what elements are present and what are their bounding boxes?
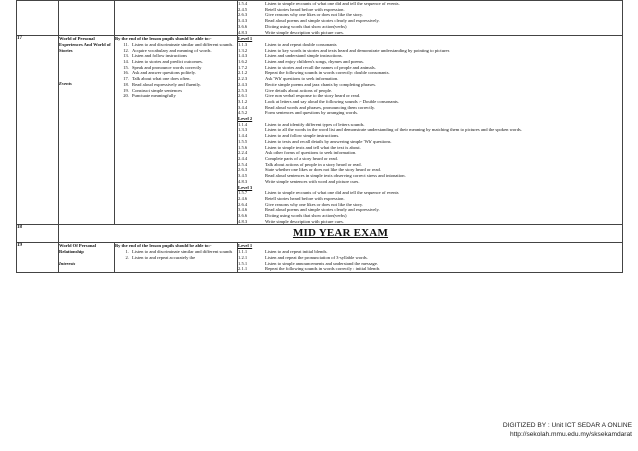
skill-code: 2.4.4 <box>238 155 248 161</box>
skills-cell-continuation <box>238 1 623 36</box>
skill-text: Listen to all the words in the word list and demonstrate understanding of their meaning by matching them to pictures and the spoken words. <box>265 127 522 133</box>
theme-title: World Of Personal Relationship <box>59 243 97 255</box>
outcome-number: 17. <box>123 76 129 82</box>
outcome-number: 2. <box>125 254 129 260</box>
outcome-number: 14. <box>123 59 129 65</box>
skill-code: 2.2.4 <box>238 150 248 156</box>
skill-text: Form sentences and questions by arranging words. <box>265 110 359 116</box>
skill-code: 1.5.7 <box>238 190 248 196</box>
outcome-text: Ask and answer questions politely. <box>132 70 196 76</box>
skill-code: 1.5.4 <box>238 1 248 6</box>
skill-code: 3.4.3 <box>238 18 248 24</box>
skill-text: Listen to simple recounts of what one did and tell the sequence of events <box>265 190 399 196</box>
outcome-text: Listen to stories and predict outcomes. <box>132 59 203 65</box>
footer-url: http://sekolah.mmu.edu.my/sksekamdarat <box>509 431 632 438</box>
outcomes-intro: By the end of the lesson pupils should be able to:- <box>115 243 212 249</box>
skill-code: 2.6.3 <box>238 12 248 18</box>
level-heading: Level 1 <box>238 243 253 249</box>
scheme-of-work-table <box>16 0 623 273</box>
skill-code: 4.8.3 <box>238 178 248 184</box>
skill-code: 2.1.1 <box>238 266 248 272</box>
skill-text: Recite simple poems and jazz chants by completing phrases. <box>265 81 377 87</box>
outcome-number: 11. <box>123 41 129 47</box>
skill-text: Listen to texts and recall details by answering simple 'Wh' questions. <box>265 138 392 144</box>
outcomes-list <box>115 249 237 260</box>
table-row-continuation <box>17 1 623 36</box>
skill-text: Listen to simple announcements and understand the message. <box>265 260 379 266</box>
skill-row <box>238 219 622 225</box>
skill-code: 2.2.3 <box>238 76 248 82</box>
skill-code: 4.8.3 <box>238 29 248 35</box>
outcome-number: 1. <box>125 249 129 255</box>
skill-code: 3.4.6 <box>238 207 248 213</box>
skill-row <box>238 266 622 272</box>
outcome-text: Listen and follow instructions <box>132 53 187 59</box>
theme-cell <box>59 243 115 273</box>
outcome-text: Listen to and discriminate similar and different sounds. <box>132 41 234 47</box>
skill-code: 3.1.2 <box>238 98 248 104</box>
skill-code: 1.7.2 <box>238 64 248 70</box>
learning-outcomes-cell <box>115 243 238 273</box>
skill-code: 2.4.3 <box>238 81 248 87</box>
skill-code: 2.6.3 <box>238 167 248 173</box>
skill-text: Listen to simple recounts of what one did and tell the sequence of events. <box>265 1 400 6</box>
exam-cell <box>59 225 623 243</box>
skill-text: Listen to and identify different types of letters sounds. <box>265 121 365 127</box>
outcome-number: 19. <box>123 87 129 93</box>
outcome-item <box>115 255 237 261</box>
skill-code: 1.4.3 <box>238 53 248 59</box>
skills-cell <box>238 243 623 273</box>
skill-text: Listen and enjoy children's songs, rhymes and poems. <box>265 59 364 65</box>
outcome-number: 13. <box>123 53 129 59</box>
theme-focus: Interests <box>59 260 76 266</box>
level-heading: Level 2 <box>238 116 253 122</box>
skill-text: Repeat the following sounds in words correctly: double consonants. <box>265 70 390 76</box>
skill-code: 2.4.6 <box>238 195 248 201</box>
skill-text: Write simple sentences with word and picture cues. <box>265 178 360 184</box>
skill-row <box>238 30 622 36</box>
outcome-text: Construct simple sentences <box>132 87 183 93</box>
skill-code: 1.1.3 <box>238 41 248 47</box>
skill-text: Look at letters and say aloud the following sounds :- Double consonants. <box>265 98 399 104</box>
skill-code: 1.5.5 <box>238 138 248 144</box>
skill-text: Listen and repeat the pronunciation of 3-syllable words. <box>265 254 368 260</box>
theme-cell <box>59 36 115 225</box>
skill-text: Listen to and repeat initial blends. <box>265 249 328 255</box>
level-heading: Level 3 <box>238 184 253 190</box>
theme-focus: Events <box>59 81 72 87</box>
outcome-text: Listen to and repeat accurately the <box>132 254 196 260</box>
skill-code: 3.4.4 <box>238 104 248 110</box>
skill-code: 1.5.6 <box>238 144 248 150</box>
skill-code: 3.6.6 <box>238 23 248 29</box>
week-number: 17 <box>17 36 59 225</box>
week-number: 18 <box>17 225 59 243</box>
skill-text: Write simple description with picture cues. <box>265 29 344 35</box>
skill-text: Dicting using words that show action(verbs) <box>265 23 347 29</box>
outcomes-intro: By the end of the lesson pupils should be able to:- <box>115 36 212 42</box>
table-row-week-17 <box>17 36 623 225</box>
outcome-text: Listen to and discriminate similar and different sounds <box>132 249 233 255</box>
exam-title: MID YEAR EXAM <box>292 227 389 240</box>
skill-text: Listen to key words in stories and texts heard and demonstrate understanding by pointing to pictures <box>265 47 450 53</box>
outcome-text: Speak and pronounce words correctly <box>132 64 202 70</box>
outcome-text: Talk about what one does often. <box>132 76 191 82</box>
skills-list <box>238 122 622 185</box>
table-row-week-18 <box>17 225 623 243</box>
skill-code: 1.1.4 <box>238 121 248 127</box>
skill-code: 2.1.2 <box>238 70 248 76</box>
skill-text: Retell stories heard before with expression. <box>265 195 345 201</box>
skill-row <box>238 179 622 185</box>
learning-outcomes-cell <box>115 36 238 225</box>
theme-title: World of Personal Experiences And World of Stories <box>59 36 111 53</box>
skill-text: Read aloud sentences in simple texts observing correct stress and intonation. <box>265 173 406 179</box>
outcome-number: 18. <box>123 81 129 87</box>
skill-text: Give reasons why one likes or does not like the story. <box>265 12 364 18</box>
week-number: 19 <box>17 243 59 273</box>
skill-text: Read aloud poems and simple stories clearly and expressively. <box>265 207 380 213</box>
skill-text: Give details about actions of people. <box>265 87 333 93</box>
skill-code: 1.6.2 <box>238 59 248 65</box>
skill-text: Listen to simple texts and tell what the text is about. <box>265 144 361 150</box>
outcome-number: 20. <box>123 93 129 99</box>
skill-code: 2.4.5 <box>238 6 248 12</box>
skill-code: 1.5.1 <box>238 260 248 266</box>
skills-list <box>238 249 622 272</box>
outcome-item <box>115 93 237 99</box>
level-heading: Level 1 <box>238 36 253 42</box>
skill-text: Talk about actions of people in a story heard or read. <box>265 161 362 167</box>
outcome-number: 12. <box>123 47 129 53</box>
skill-text: Dicting using words that show action(verbs) <box>265 213 347 219</box>
skill-code: 2.5.4 <box>238 161 248 167</box>
skill-code: 3.6.6 <box>238 213 248 219</box>
skill-text: Ask 'Wh' questions to seek information. <box>265 76 339 82</box>
skill-code: 4.5.2 <box>238 110 248 116</box>
skill-text: Listen to and follow simple instructions. <box>265 133 340 139</box>
skill-text: Listen and understand simple instructions. <box>265 53 343 59</box>
footer-credit: DIGITIZED BY : Unit ICT SEDAR A ONLINE <box>502 422 632 429</box>
skill-code: 1.3.2 <box>238 47 248 53</box>
skill-code: 1.3.3 <box>238 127 248 133</box>
skill-text: Retell stories heard before with expression. <box>265 6 345 12</box>
skill-code: 2.5.3 <box>238 87 248 93</box>
skill-text: Read aloud words and phrases, pronouncing them correctly. <box>265 104 376 110</box>
skill-text: Complete parts of a story heard or read. <box>265 155 338 161</box>
outcome-text: Acquire vocabulary and meaning of words. <box>132 47 212 53</box>
outcome-text: Punctuate meaningfully <box>132 93 176 99</box>
skill-code: 1.2.1 <box>238 254 248 260</box>
skill-code: 2.6.4 <box>238 201 248 207</box>
skill-code: 4.8.3 <box>238 218 248 224</box>
skills-cell <box>238 36 623 225</box>
skill-row <box>238 110 622 116</box>
skill-text: Listen to and repeat double consonants <box>265 41 337 47</box>
skill-text: Read aloud poems and simple stories clearly and expressively. <box>265 18 380 24</box>
skills-list <box>238 190 622 224</box>
skill-code: 1.4.4 <box>238 133 248 139</box>
skill-text: Repeat the following sounds in words correctly : initial blends <box>265 266 380 272</box>
skill-code: 2.6.1 <box>238 93 248 99</box>
skill-text: Ask other forms of questions to seek information. <box>265 150 357 156</box>
outcomes-list <box>115 42 237 99</box>
outcome-text: Read aloud expressively and fluently. <box>132 81 201 87</box>
skills-list <box>238 42 622 116</box>
table-row-week-19 <box>17 243 623 273</box>
digitized-footer <box>503 421 632 439</box>
skill-text: Write simple description with picture cues. <box>265 218 344 224</box>
skill-code: 1.1.1 <box>238 249 248 255</box>
skill-text: Give reasons why one likes or does not like the story. <box>265 201 364 207</box>
outcome-number: 16. <box>123 70 129 76</box>
skill-code: 3.4.5 <box>238 173 248 179</box>
skill-text: State whether one likes or does not like the story heard or read. <box>265 167 381 173</box>
skill-text: Give non verbal response to the story heard or read. <box>265 93 361 99</box>
outcome-number: 15. <box>123 64 129 70</box>
skill-text: Listen to stories and recall the names of people and animals. <box>265 64 376 70</box>
skills-list <box>238 1 622 35</box>
